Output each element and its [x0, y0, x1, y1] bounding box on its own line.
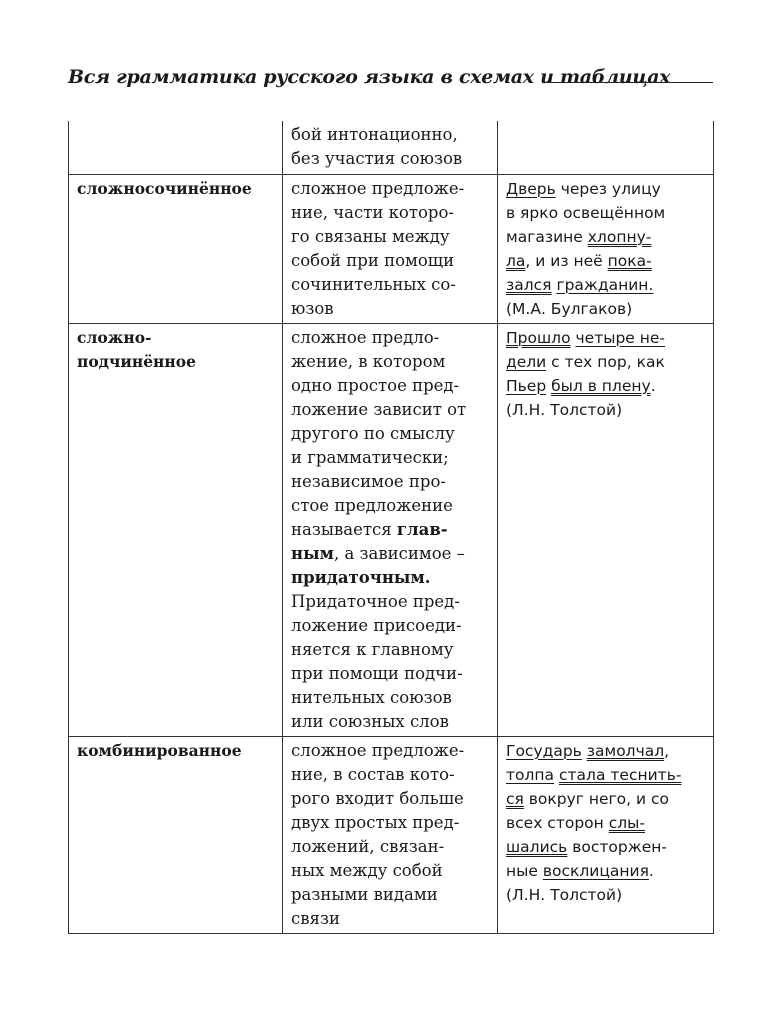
term-label: подчинённое: [77, 351, 196, 371]
example-line: [506, 297, 707, 321]
example-line: [506, 835, 707, 859]
text-segment: Придаточное пред-: [291, 591, 460, 611]
text-segment: ложение присоеди-: [291, 615, 462, 635]
example-line: [506, 374, 707, 398]
definition-line: го связаны между: [291, 226, 450, 246]
definition-line: [291, 446, 491, 470]
example-cell: [498, 736, 714, 933]
definition-line: юзов: [291, 298, 334, 318]
definition-cell: [283, 174, 498, 323]
definition-line: ных между собой: [291, 860, 443, 880]
predicate-word: Прошло: [506, 328, 571, 347]
definition-line: [291, 566, 491, 590]
text-segment: ные: [506, 861, 543, 880]
definition-cell: [283, 736, 498, 933]
definition-line: [291, 662, 491, 686]
definition-line: [291, 494, 491, 518]
term-label: комбинированное: [77, 740, 242, 760]
definition-line: сочинительных со-: [291, 274, 456, 294]
term-cell: [69, 121, 283, 174]
header-rule: [542, 82, 713, 83]
example-cell: [498, 121, 714, 174]
example-line: [506, 763, 707, 787]
subject-word: Пьер: [506, 376, 547, 395]
example-cell: [498, 174, 714, 323]
definition-line: [291, 350, 491, 374]
definition-line: ние, части которо-: [291, 202, 454, 222]
example-line: [506, 249, 707, 273]
definition-line: [291, 590, 491, 614]
table-row: [69, 121, 714, 174]
text-segment: , и из неё: [525, 251, 608, 270]
term-label: сложносочинённое: [77, 178, 252, 198]
example-line: [506, 398, 707, 422]
predicate-word: был в плену: [551, 376, 651, 395]
definition-line: двух простых пред-: [291, 812, 460, 832]
text-segment: стое предложение: [291, 495, 453, 515]
definition-line: [291, 686, 491, 710]
table-row: [69, 323, 714, 736]
page-header: [68, 66, 713, 96]
table-row: [69, 736, 714, 933]
definition-line: [291, 542, 491, 566]
text-segment: нительных союзов: [291, 687, 452, 707]
subject-word: Государь: [506, 741, 582, 760]
definition-line: без участия союзов: [291, 149, 463, 168]
definition-line: ние, в состав кото-: [291, 764, 455, 784]
text-segment: няется к главному: [291, 639, 454, 659]
text-segment: сложное предло-: [291, 327, 440, 347]
text-segment: .: [650, 376, 656, 395]
example-line: [506, 859, 707, 883]
predicate-word: хлопну-: [587, 227, 652, 246]
example-line: [506, 177, 707, 201]
text-segment: через улицу: [555, 179, 661, 198]
text-segment: всех сторон: [506, 813, 609, 832]
example-line: [506, 883, 707, 907]
example-line: [506, 811, 707, 835]
text-segment: с тех пор, как: [546, 352, 665, 371]
definition-line: рого входит больше: [291, 788, 464, 808]
definition-line: сложное предложе-: [291, 740, 465, 760]
text-segment: ложение зависит от: [291, 399, 467, 419]
term-label: сложно-: [77, 327, 152, 347]
text-segment: одно простое пред-: [291, 375, 460, 395]
text-segment: .: [648, 861, 654, 880]
predicate-word: зался: [506, 275, 552, 294]
subject-word: восклицания: [542, 861, 649, 880]
text-segment: другого по смыслу: [291, 423, 455, 443]
text-segment: магазине: [506, 227, 588, 246]
bold-term: ным: [291, 543, 334, 563]
definition-line: [291, 518, 491, 542]
definition-line: [291, 398, 491, 422]
subject-word: четыре не-: [575, 328, 666, 347]
subject-word: гражданин.: [556, 275, 654, 294]
text-segment: (Л.Н. Толстой): [506, 885, 623, 904]
bold-term: глав-: [396, 519, 448, 539]
predicate-word: шались: [506, 837, 568, 856]
predicate-word: ся: [506, 789, 524, 808]
predicate-word: ла: [506, 251, 526, 270]
text-segment: при помощи подчи-: [291, 663, 463, 683]
text-segment: , а зависимое –: [333, 543, 465, 563]
bold-term: придаточным.: [291, 567, 431, 587]
text-segment: жение, в котором: [291, 351, 446, 371]
definition-line: сложное предложе-: [291, 178, 465, 198]
definition-cell: [283, 323, 498, 736]
example-cell: [498, 323, 714, 736]
text-segment: называется: [291, 519, 397, 539]
definition-cell: [283, 121, 498, 174]
term-cell: [69, 323, 283, 736]
example-line: [506, 739, 707, 763]
definition-line: разными видами: [291, 884, 438, 904]
definition-line: [291, 614, 491, 638]
page-title: Вся грамматика русского языка в схемах и таблицах: [68, 66, 671, 88]
predicate-word: стала теснить-: [559, 765, 682, 784]
definition-line: ложений, связан-: [291, 836, 445, 856]
text-segment: независимое про-: [291, 471, 446, 491]
definition-line: [291, 422, 491, 446]
definition-line: собой при помощи: [291, 250, 455, 270]
term-cell: [69, 174, 283, 323]
text-segment: (Л.Н. Толстой): [506, 400, 623, 419]
example-line: [506, 326, 707, 350]
predicate-word: слы-: [608, 813, 645, 832]
subject-word: толпа: [506, 765, 555, 784]
text-segment: или союзных слов: [291, 711, 449, 731]
subject-word: дели: [506, 352, 547, 371]
text-segment: восторжен-: [567, 837, 667, 856]
definition-line: [291, 470, 491, 494]
text-segment: (М.А. Булгаков): [506, 299, 633, 318]
text-segment: и грамматически;: [291, 447, 449, 467]
subject-word: Дверь: [506, 179, 556, 198]
definition-line: [291, 710, 491, 734]
text-segment: вокруг него, и со: [523, 789, 670, 808]
text-segment: ,: [664, 741, 670, 760]
definition-line: связи: [291, 908, 340, 928]
example-line: [506, 201, 707, 225]
definition-line: [291, 374, 491, 398]
definition-line: [291, 638, 491, 662]
text-segment: в ярко освещённом: [506, 203, 666, 222]
example-line: [506, 273, 707, 297]
term-cell: [69, 736, 283, 933]
predicate-word: замолчал: [586, 741, 665, 760]
definition-line: [291, 326, 491, 350]
example-line: [506, 225, 707, 249]
definition-line: бой интонационно,: [291, 125, 458, 144]
example-line: [506, 350, 707, 374]
predicate-word: пока-: [607, 251, 652, 270]
example-line: [506, 787, 707, 811]
table-row: [69, 174, 714, 323]
grammar-table: [68, 121, 714, 934]
